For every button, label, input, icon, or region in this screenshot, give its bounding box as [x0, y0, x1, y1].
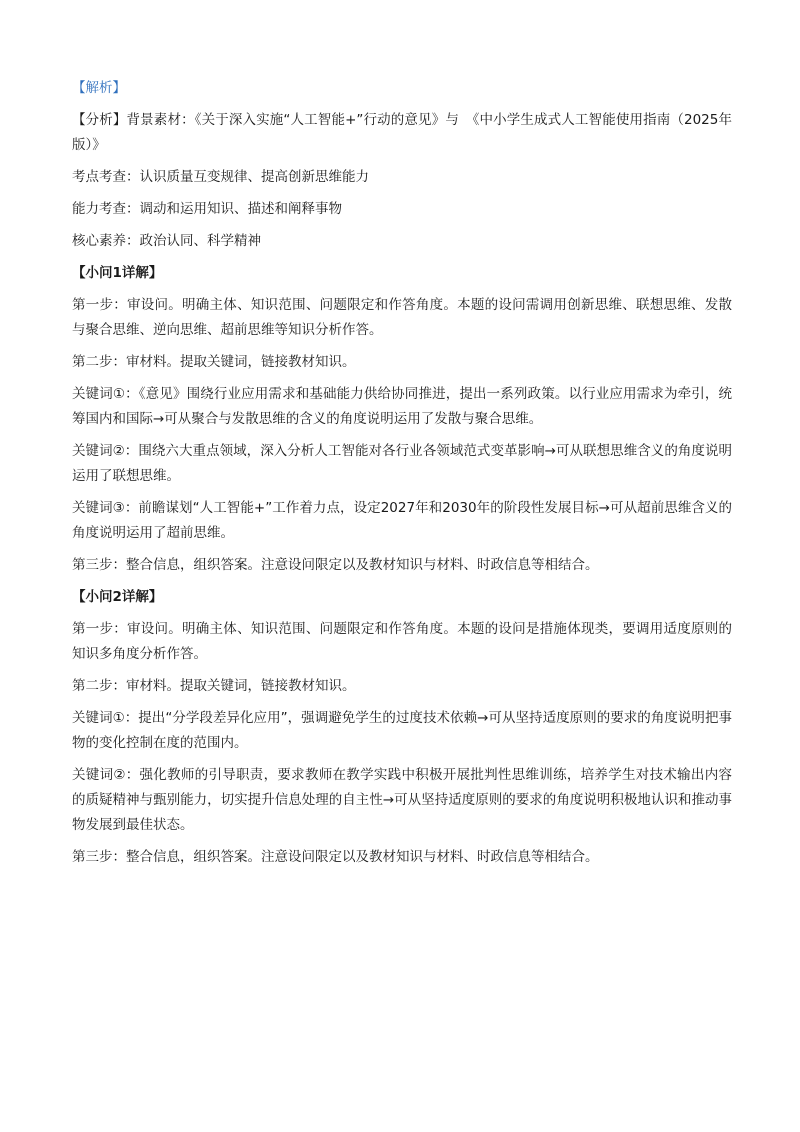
q2-keyword-2: 关键词②：强化教师的引导职责，要求教师在教学实践中积极开展批判性思维训练，培养学生对技术输出内容的质疑精神与甄别能力，切实提升信息处理的自主性→可从坚持适度原则的要求的角度说明积极地认识和推动事物发展到最佳状态。: [72, 767, 732, 833]
q2-step3: 第三步：整合信息，组织答案。注意设问限定以及教材知识与材料、时政信息等相结合。: [72, 849, 599, 865]
q1-keyword-2: 关键词②：围绕六大重点领域，深入分析人工智能对各行业各领域范式变革影响→可从联想思维含义的角度说明运用了联想思维。: [72, 443, 732, 484]
q1-keyword-1: 关键词①：《意见》围绕行业应用需求和基础能力供给协同推进，提出一系列政策。以行业应用需求为牵引，统筹国内和国际→可从聚合与发散思维的含义的角度说明运用了发散与聚合思维。: [72, 386, 732, 427]
q1-step1: 第一步：审设问。明确主体、知识范围、问题限定和作答角度。本题的设问需调用创新思维、联想思维、发散与聚合思维、逆向思维、超前思维等知识分析作答。: [72, 297, 732, 338]
q1-step2: 第二步：审材料。提取关键词，链接教材知识。: [72, 354, 356, 370]
ability-line: 能力考查：调动和运用知识、描述和阐释事物: [72, 201, 342, 217]
literacy-line: 核心素养：政治认同、科学精神: [72, 233, 261, 249]
exam-points-line: 考点考查：认识质量互变规律、提高创新思维能力: [72, 169, 369, 185]
q1-step3: 第三步：整合信息，组织答案。注意设问限定以及教材知识与材料、时政信息等相结合。: [72, 557, 599, 573]
analysis-paragraph: 【分析】背景素材：《关于深入实施“人工智能+”行动的意见》与 《中小学生成式人工智能使用指南（2025年版）》: [72, 112, 732, 153]
q2-keyword-1: 关键词①：提出“分学段差异化应用”，强调避免学生的过度技术依赖→可从坚持适度原则的要求的角度说明把事物的变化控制在度的范围内。: [72, 710, 732, 751]
section-heading: 【解析】: [72, 80, 126, 96]
q1-keyword-3: 关键词③：前瞻谋划“人工智能+”工作着力点，设定2027年和2030年的阶段性发展目标→可从超前思维含义的角度说明运用了超前思维。: [72, 500, 732, 541]
q2-step2: 第二步：审材料。提取关键词，链接教材知识。: [72, 678, 356, 694]
q1-heading: 【小问1详解】: [72, 265, 163, 281]
document-content: [72, 76, 732, 877]
q2-heading: 【小问2详解】: [72, 589, 163, 605]
q2-step1: 第一步：审设问。明确主体、知识范围、问题限定和作答角度。本题的设问是措施体现类，要调用适度原则的知识多角度分析作答。: [72, 621, 732, 662]
